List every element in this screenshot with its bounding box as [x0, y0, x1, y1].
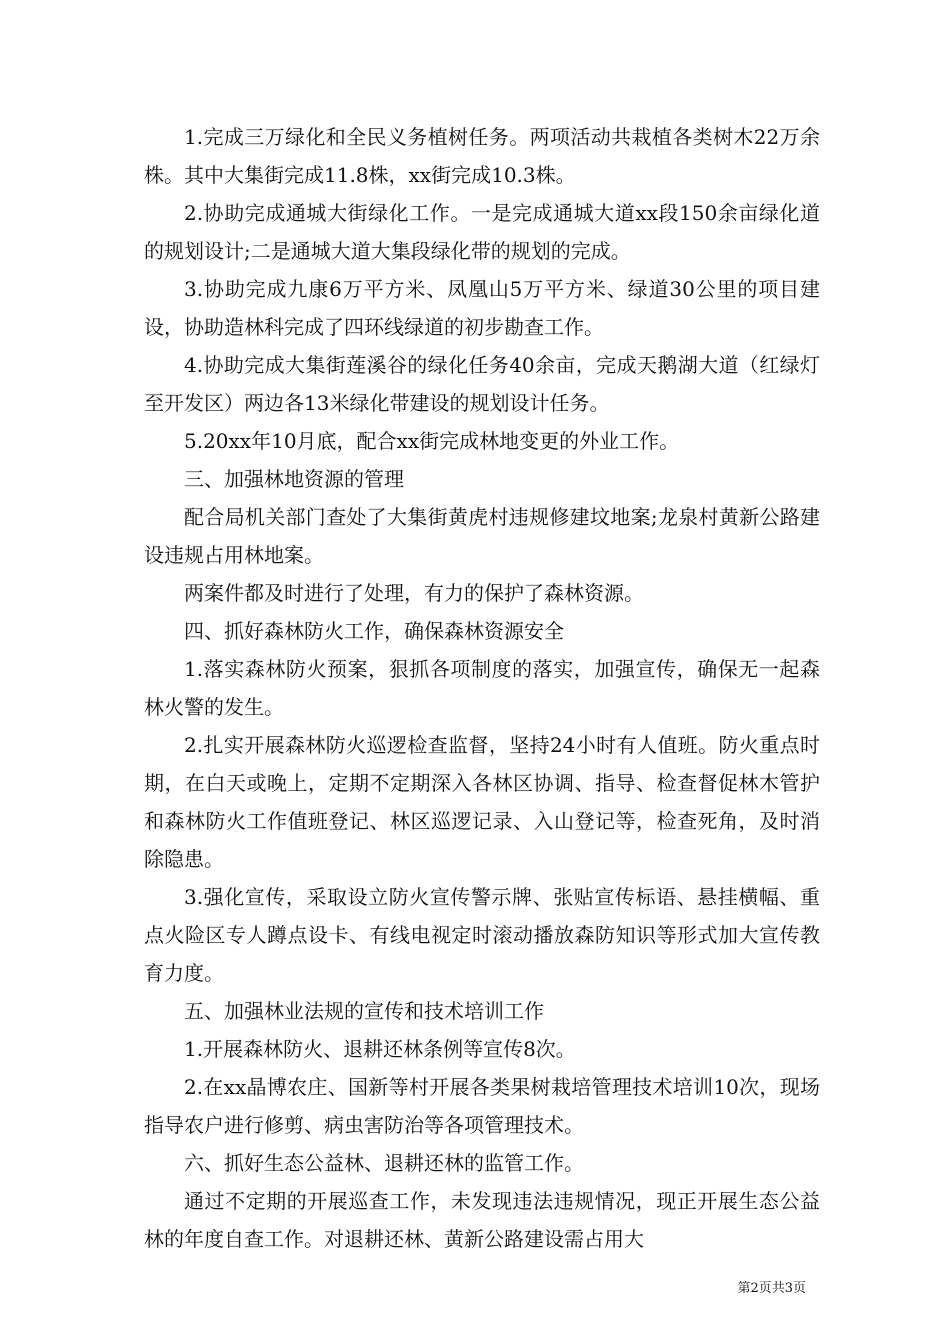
- paragraph: 两案件都及时进行了处理，有力的保护了森林资源。: [184, 581, 644, 605]
- section-heading: 五、加强林业法规的宣传和技术培训工作: [184, 999, 544, 1023]
- paragraph: 配合局机关部门查处了大集街黄虎村违规修建坟地案;龙泉村黄新公路建设违规占用林地案。: [144, 505, 820, 567]
- paragraph: 1.完成三万绿化和全民义务植树任务。两项活动共栽植各类树木22万余株。其中大集街完成11.8株，xx街完成10.3株。: [144, 125, 820, 187]
- section-heading: 四、抓好森林防火工作，确保森林资源安全: [184, 619, 564, 643]
- paragraph: 2.扎实开展森林防火巡逻检查监督，坚持24小时有人值班。防火重点时期，在白天或晚上，定期不定期深入各林区协调、指导、检查督促林木管护和森林防火工作值班登记、林区巡逻记录、入山登记等，检查死角，及时消除隐患。: [144, 733, 820, 871]
- page-number-footer: 第2页共3页: [737, 1281, 806, 1296]
- paragraph: 4.协助完成大集街莲溪谷的绿化任务40余亩，完成天鹅湖大道（红绿灯至开发区）两边各13米绿化带建设的规划设计任务。: [144, 353, 820, 415]
- paragraph: 2.协助完成通城大街绿化工作。一是完成通城大道xx段150余亩绿化道的规划设计;二是通城大道大集段绿化带的规划的完成。: [144, 201, 820, 263]
- paragraph: 2.在xx晶博农庄、国新等村开展各类果树栽培管理技术培训10次，现场指导农户进行修剪、病虫害防治等各项管理技术。: [144, 1075, 820, 1137]
- paragraph: 通过不定期的开展巡查工作，未发现违法违规情况，现正开展生态公益林的年度自查工作。对退耕还林、黄新公路建设需占用大: [144, 1189, 820, 1251]
- section-heading: 六、抓好生态公益林、退耕还林的监管工作。: [184, 1151, 584, 1175]
- paragraph: 5.20xx年10月底，配合xx街完成林地变更的外业工作。: [184, 429, 680, 453]
- paragraph: 1.落实森林防火预案，狠抓各项制度的落实，加强宣传，确保无一起森林火警的发生。: [144, 657, 820, 719]
- document-body: [144, 118, 820, 1258]
- paragraph: 3.协助完成九康6万平方米、凤凰山5万平方米、绿道30公里的项目建设，协助造林科完成了四环线绿道的初步勘查工作。: [144, 277, 820, 339]
- paragraph: 3.强化宣传，采取设立防火宣传警示牌、张贴宣传标语、悬挂横幅、重点火险区专人蹲点设卡、有线电视定时滚动播放森防知识等形式加大宣传教育力度。: [144, 885, 820, 985]
- section-heading: 三、加强林地资源的管理: [184, 467, 404, 491]
- paragraph: 1.开展森林防火、退耕还林条例等宣传8次。: [184, 1037, 576, 1061]
